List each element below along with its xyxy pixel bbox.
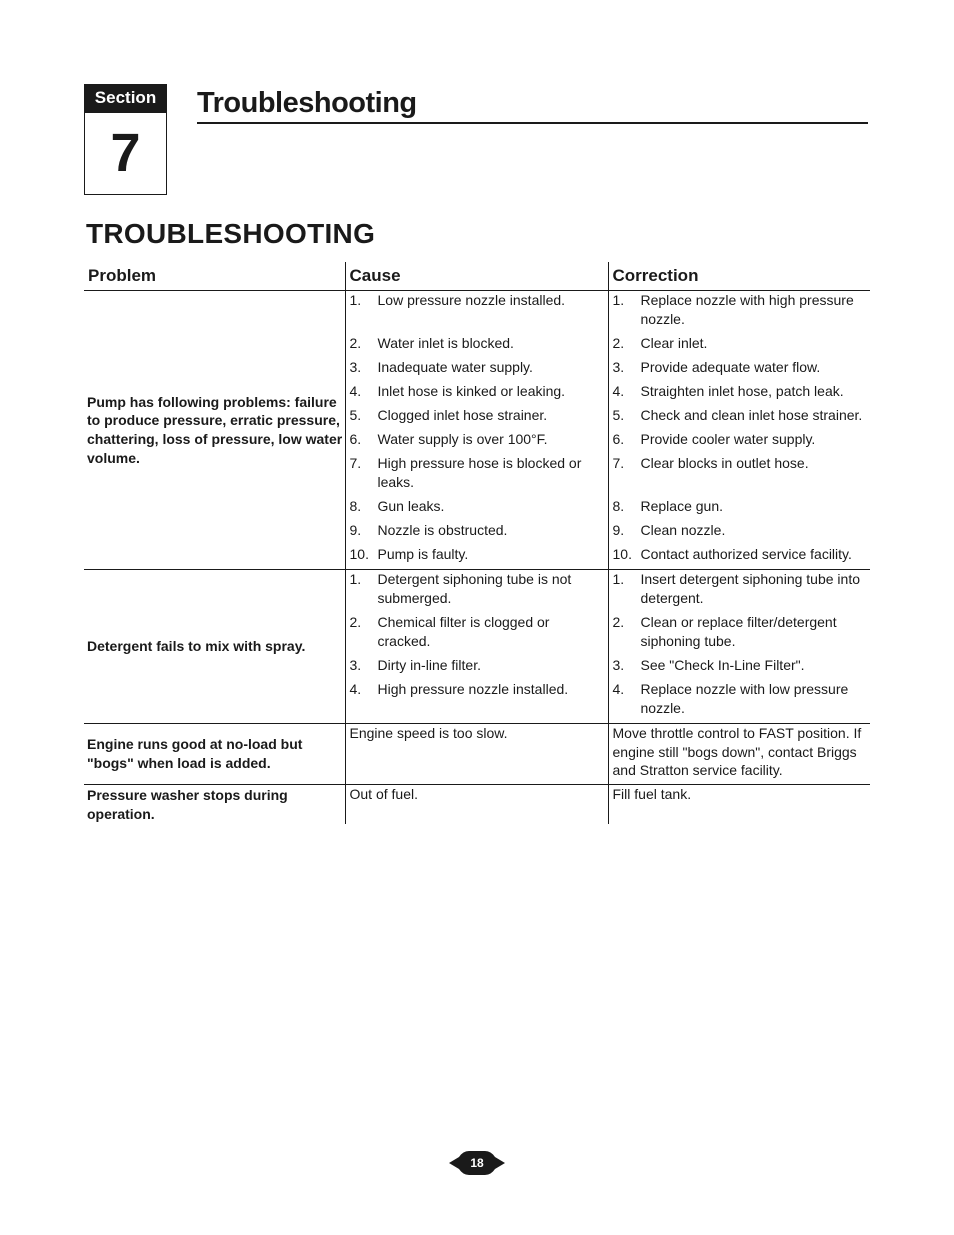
list-item — [350, 656, 604, 680]
list-item-number: 4. — [349, 681, 362, 697]
list-item-text: Insert detergent siphoning tube into detergent. — [640, 571, 860, 606]
list-item-text: Inlet hose is kinked or leaking. — [377, 383, 566, 399]
list-item-number: 3. — [612, 657, 625, 673]
list-item-number: 4. — [612, 681, 625, 697]
page-number: 18 — [470, 1156, 484, 1170]
list-item-number: 2. — [349, 614, 362, 630]
list-item-text: Contact authorized service facility. — [640, 546, 852, 562]
section-label: Section — [85, 85, 166, 113]
list-item — [350, 680, 604, 723]
list-item-text: Replace nozzle with low pressure nozzle. — [640, 681, 849, 716]
list-item-number: 9. — [349, 522, 362, 538]
list-item-text: Provide adequate water flow. — [640, 359, 821, 375]
list-item-text: Provide cooler water supply. — [640, 431, 816, 447]
list-item — [613, 430, 867, 454]
list-item-text: Detergent siphoning tube is not submerged. — [377, 571, 572, 606]
page-title: Troubleshooting — [197, 84, 868, 124]
list-item-number: 1. — [349, 571, 362, 587]
list-item-text: Replace nozzle with high pressure nozzle. — [640, 292, 854, 327]
list-item-text: Water inlet is blocked. — [377, 335, 514, 351]
list-item-number: 8. — [349, 498, 362, 514]
problem-cell: Pressure washer stops during operation. — [87, 787, 288, 822]
correction-cell: Move throttle control to FAST position. If engine still "bogs down", contact Briggs and Stratton service facility. — [608, 724, 870, 785]
correction-list — [613, 570, 867, 723]
list-item-text: Nozzle is obstructed. — [377, 522, 508, 538]
list-item-number: 2. — [612, 614, 625, 630]
list-item — [613, 570, 867, 613]
problem-cell: Engine runs good at no-load but "bogs" when load is added. — [84, 724, 345, 785]
cause-cell — [345, 570, 608, 724]
problem-cell: Pump has following problems: failure to produce pressure, erratic pressure, chattering, loss of pressure, low water volume. — [84, 291, 345, 570]
list-item-number: 7. — [349, 455, 362, 471]
list-item-text: See "Check In-Line Filter". — [640, 657, 805, 673]
list-item-number: 9. — [612, 522, 625, 538]
column-header-correction: Correction — [608, 262, 870, 291]
column-header-problem: Problem — [84, 262, 345, 291]
list-item-number: 1. — [349, 292, 362, 308]
cause-list — [350, 291, 604, 569]
section-badge — [84, 84, 167, 195]
list-item-number: 4. — [349, 383, 362, 399]
list-item — [350, 382, 604, 406]
cause-cell — [345, 291, 608, 570]
list-item-text: Clean or replace filter/detergent siphoning tube. — [640, 614, 837, 649]
list-item-number: 10. — [612, 546, 632, 562]
table-row — [84, 785, 870, 824]
list-item-number: 8. — [612, 498, 625, 514]
list-item-text: Replace gun. — [640, 498, 724, 514]
list-item-text: Pump is faulty. — [377, 546, 469, 562]
list-item — [350, 545, 604, 569]
section-heading: TROUBLESHOOTING — [86, 218, 376, 249]
list-item-text: Clogged inlet hose strainer. — [377, 407, 548, 423]
list-item — [613, 358, 867, 382]
list-item — [350, 406, 604, 430]
list-item-text: Chemical filter is clogged or cracked. — [377, 614, 550, 649]
list-item — [613, 521, 867, 545]
list-item-text: High pressure hose is blocked or leaks. — [377, 455, 582, 490]
list-item-number: 1. — [612, 571, 625, 587]
list-item — [613, 454, 867, 497]
list-item — [613, 291, 867, 334]
list-item-text: Water supply is over 100°F. — [377, 431, 548, 447]
list-item-number: 7. — [612, 455, 625, 471]
list-item — [613, 497, 867, 521]
cause-cell: Engine speed is too slow. — [345, 724, 608, 785]
list-item — [613, 406, 867, 430]
list-item — [350, 334, 604, 358]
list-item-number: 3. — [349, 657, 362, 673]
list-item-number: 4. — [612, 383, 625, 399]
list-item-number: 5. — [612, 407, 625, 423]
list-item — [350, 454, 604, 497]
list-item-text: Low pressure nozzle installed. — [377, 292, 566, 308]
list-item — [350, 358, 604, 382]
list-item-text: Gun leaks. — [377, 498, 445, 514]
list-item — [613, 613, 867, 656]
list-item-number: 3. — [612, 359, 625, 375]
list-item-text: Straighten inlet hose, patch leak. — [640, 383, 844, 399]
table-row — [84, 570, 870, 724]
list-item-number: 6. — [612, 431, 625, 447]
section-number: 7 — [110, 123, 141, 183]
column-header-cause: Cause — [345, 262, 608, 291]
table-header-row — [84, 262, 870, 291]
correction-cell — [608, 291, 870, 570]
list-item — [350, 291, 604, 334]
cause-list — [350, 570, 604, 723]
list-item — [350, 497, 604, 521]
list-item — [613, 680, 867, 723]
list-item-number: 6. — [349, 431, 362, 447]
list-item-text: Inadequate water supply. — [377, 359, 533, 375]
list-item — [350, 430, 604, 454]
list-item-text: Check and clean inlet hose strainer. — [640, 407, 863, 423]
list-item — [613, 656, 867, 680]
correction-list — [613, 291, 867, 569]
troubleshooting-table — [84, 262, 870, 824]
correction-cell — [608, 570, 870, 724]
list-item — [350, 570, 604, 613]
list-item-text: High pressure nozzle installed. — [377, 681, 569, 697]
list-item-text: Dirty in-line filter. — [377, 657, 481, 673]
list-item-text: Clean nozzle. — [640, 522, 726, 538]
list-item — [350, 521, 604, 545]
cause-cell: Out of fuel. — [345, 785, 608, 824]
list-item-number: 5. — [349, 407, 362, 423]
list-item-text: Clear inlet. — [640, 335, 708, 351]
problem-cell: Detergent fails to mix with spray. — [84, 570, 345, 724]
list-item-text: Clear blocks in outlet hose. — [640, 455, 809, 471]
table-row — [84, 724, 870, 785]
list-item — [613, 545, 867, 569]
list-item — [613, 382, 867, 406]
table-row — [84, 291, 870, 570]
list-item-number: 2. — [612, 335, 625, 351]
list-item-number: 10. — [349, 546, 369, 562]
list-item — [613, 334, 867, 358]
list-item — [350, 613, 604, 656]
page-number-badge — [449, 1151, 505, 1175]
list-item-number: 2. — [349, 335, 362, 351]
list-item-number: 3. — [349, 359, 362, 375]
list-item-number: 1. — [612, 292, 625, 308]
correction-cell: Fill fuel tank. — [608, 785, 870, 824]
